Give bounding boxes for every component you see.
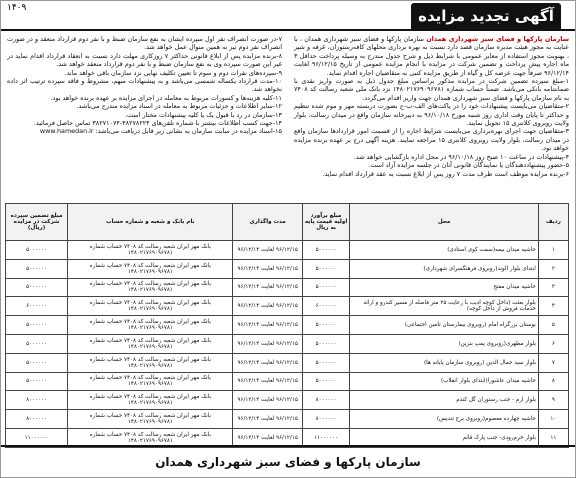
cell-location: بلوار مطهری(روبروی پمپ بنزین) [350,334,539,353]
intro-paragraph: ۴-پیشنهادات در ساعت ۱۰ صبح روز ۹۶/۱۰/۱۸ در محل اداره بازگشایی خواهد شد. [353,152,569,161]
table-row [6,334,569,353]
cell-deposit: ۵۰۰۰۰۰۰ [6,241,68,260]
cell-dates: ۹۶/۱۲/۱۵ لغایت ۹۶/۱۲/۱۴ [233,297,302,316]
col-header-row: ردیف [538,204,568,241]
table-row [6,372,569,391]
intro-paragraph: ۳-متقاضیان جهت اجرای بهره‌برداری می‌بایست شرایط اجاره را از قسمت امور قراردادها سازمان واقع در میدان رسالت، بلوار ولایت روبروی کلانتری ۱۵ مراجعه نمایند. هزینه آگهی درج بر عهده برنده مزایده خواهد بود. [294,127,569,153]
cell-deposit: ۸۰۰۰۰۰۰ [6,391,68,410]
cell-location: بلوار ارم - جنب رستوران گل کندم [350,391,539,410]
intro-paragraph: ۷-در صورت انصراف نفر اول سپرده ایشان به نفع سازمان ضبط و با نفر دوم قرارداد منعقد و در صورت انصراف نفر دوم نیز به همین منوال عمل خواهد شد. [7,35,282,52]
intro-paragraph: ۱۰-مدت قرارداد یکساله شمسی می‌باشد و به پیشنهادات مبهم، مشروط و فاقد سپرده ترتیب اثر داده نخواهد شد. [7,77,282,94]
cell-base-price: ۵۰۰۰۰۰۰ [302,259,349,278]
cell-row-number: ۳ [538,278,568,297]
cell-account: بانک مهر ایران شعبه رسالت کد ۷۴۰۸ حساب شماره ۱۴۸۰۲۱۷۶۹۰۹۶۷۸۱ [68,334,233,353]
cell-row-number: ۱ [538,241,568,260]
footer [1,445,575,477]
cell-base-price: ۵۰۰۰۰۰۰ [302,316,349,335]
table-row [6,316,569,335]
cell-row-number: ۱۰ [538,410,568,429]
cell-base-price: ۵۰۰۰۰۰۰ [302,241,349,260]
cell-deposit: ۵۰۰۰۰۰۰ [6,353,68,372]
cell-deposit: ۵۰۰۰۰۰۰ [6,334,68,353]
intro-paragraph: ۲-متقاضیان می‌بایست پیشنهادات خود را در پاکت‌های الف-ب-ج بصورت دربسته مهر و موم شده تنظیم و حداکثر تا پایان وقت اداری روز شنبه مورخ ۹۶/۱۰/۱۸ به دبیرخانه سازمان واقع در میدان رسالت، بلوار ولایت روبروی کلانتری ۱۵ تحویل نمایند. [294,102,569,128]
cell-location: حاشیه میدان عاشورا(ابتدای بلوار انقلاب) [350,372,539,391]
intro-left-column [7,35,288,201]
cell-dates: ۹۶/۱۲/۱۵ لغایت ۹۶/۱۲/۱۴ [233,410,302,429]
cell-location: بلوار بعثت (داخل کوچه ادیب با رعایت ۲۵ متر فاصله از مسیر کندرو و ارائه خدمات فروش از داخل کوچه) [350,297,539,316]
cell-row-number: ۴ [538,297,568,316]
cell-dates: ۹۶/۱۲/۱۵ لغایت ۹۶/۱۲/۱۴ [233,353,302,372]
table-row [6,259,569,278]
cell-account: بانک مهر ایران شعبه رسالت کد ۷۴۰۸ حساب شماره ۱۴۸۰۲۱۷۶۹۰۹۶۷۸۱ [68,241,233,260]
cell-account: بانک مهر ایران شعبه رسالت کد ۷۴۰۸ حساب شماره ۱۴۸۰۲۱۷۶۹۰۹۶۷۸۱ [68,316,233,335]
table-row [6,297,569,316]
intro-paragraph: ۶-برنده مزایده موظف است ظرف مدت ۷ روز پس از ابلاغ نسبت به عقد قرارداد اقدام نماید. [322,169,569,178]
cell-deposit: ۵۰۰۰۰۰۰ [6,372,68,391]
cell-account: بانک مهر ایران شعبه رسالت کد ۷۴۰۸ حساب شماره ۱۴۸۰۲۱۷۶۹۰۹۶۷۸۱ [68,297,233,316]
cell-base-price: ۸۰۰۰۰۰۰ [302,391,349,410]
table-row [6,353,569,372]
intro-text [1,31,575,201]
cell-deposit: ۵۰۰۰۰۰۰ [6,316,68,335]
cell-location: حاشیه چهارده معصوم(روبروی برج تندیس) [350,410,539,429]
table-row [6,278,569,297]
table-row [6,410,569,429]
cell-location: بلوار سید جمال الدین (روبروی سازمان پایانه ها) [350,353,539,372]
cell-base-price: ۵۰۰۰۰۰۰ [302,353,349,372]
cell-base-price: ۸۰۰۰۰۰۰ [302,410,349,429]
cell-location: بوستان بزرگراه امام (روبروی بیمارستان تامین اجتماعی) [350,316,539,335]
table-body [6,241,569,448]
cell-location: حاشیه میدان بیمه(سمت کوی استادی) [350,241,539,260]
cell-base-price: ۶۰۰۰۰۰۰ [302,297,349,316]
cell-base-price: ۱۱۰۰۰۰۰۰ [302,428,349,447]
intro-paragraph: ۱۲-سایر اطلاعات و جزئیات مربوط به معامله در اسناد مزایده مندرج می‌باشد. [76,102,282,111]
intro-paragraph: ۸-برنده مزایده پس از ابلاغ قانونی حداکثر ۷ روزکاری مهلت دارد نسبت به انعقاد قرارداد اقدام نماید در غیر این صورت سپرده وی به نفع سازمان ضبط و با نفر دوم قرارداد منعقد خواهد شد. [7,51,282,69]
col-header-deposit: مبلغ تضمین سپرده شرکت در مزایده (ریال) [6,204,68,241]
page-title: آگهی تجدید مزایده [411,3,561,29]
cell-account: بانک مهر ایران شعبه رسالت کد ۷۴۰۸ حساب شماره ۱۴۸۰۲۱۷۶۹۰۹۶۷۸۱ [68,259,233,278]
table-header-row [6,204,569,241]
cell-deposit: ۱۱۰۰۰۰۰۰ [6,428,68,447]
cell-base-price: ۵۰۰۰۰۰۰ [302,372,349,391]
cell-location: حاشیه میدان مفتح [350,278,539,297]
cell-dates: ۹۶/۱۲/۱۵ لغایت ۹۶/۱۲/۱۴ [233,278,302,297]
cell-dates: ۹۶/۱۲/۱۵ لغایت ۹۶/۱۲/۱۴ [233,428,302,447]
cell-location: ابتدای بلوار الوند(روبروی فرهنگسرای شهرداری) [350,259,539,278]
cell-dates: ۹۶/۱۲/۱۵ لغایت ۹۶/۱۲/۱۴ [233,391,302,410]
cell-account: بانک مهر ایران شعبه رسالت کد ۷۴۰۸ حساب شماره ۱۴۸۰۲۱۷۶۹۰۹۶۷۸۱ [68,278,233,297]
intro-heading: سازمان پارکها و فضای سبز شهرداری همدان [426,35,569,43]
cell-row-number: ۹ [538,391,568,410]
website-link[interactable]: www.hamedan.ir [39,127,94,136]
cell-account: بانک مهر ایران شعبه رسالت کد ۷۴۰۸ حساب شماره ۱۴۸۰۲۱۷۶۹۰۹۶۷۸۱ [68,428,233,447]
cell-deposit: ۵۰۰۰۰۰۰ [6,259,68,278]
intro-paragraph: ۱-مبلغ سپرده تضمین شرکت در مزایده مذکور براساس مبلغ جدول ذیل به صورت واریز نقدی با ضمانتنامه بانکی می‌باشد. ضمناً حساب شماره ۱۴۸۰۲۱۷۶۹۰۹۶۷۸۱ نزد بانک ملی شعبه رسالت کد ۷۴۰۸ به نام سازمان پارکها و فضای سبز شهرداری همدان جهت واریز اقدام می‌گردد. [294,77,569,102]
col-header-base-price: مبلغ برآورد اولیه قیمت پایه به ریال [302,204,349,241]
cell-dates: ۹۶/۱۲/۱۵ لغایت ۹۶/۱۲/۱۴ [233,259,302,278]
cell-account: بانک مهر ایران شعبه رسالت کد ۷۴۰۸ حساب شماره ۱۴۸۰۲۱۷۶۹۰۹۶۷۸۱ [68,410,233,429]
intro-paragraph: ۱۱-کلیه هزینه‌ها و کسورات مربوط به معامله در اجرای مزایده بر عهده برنده خواهد بود. [50,93,282,102]
table-row [6,241,569,260]
cell-account: بانک مهر ایران شعبه رسالت کد ۷۴۰۸ حساب شماره ۱۴۸۰۲۱۷۶۹۰۹۶۷۸۱ [68,353,233,372]
cell-account: بانک مهر ایران شعبه رسالت کد ۷۴۰۸ حساب شماره ۱۴۸۰۲۱۷۶۹۰۹۶۷۸۱ [68,372,233,391]
cell-deposit: ۵۰۰۰۰۰۰ [6,278,68,297]
ad-number: ۱۴۰۹ [7,3,27,13]
intro-right-column [288,35,569,201]
col-header-dates: مدت واگذاری [233,204,302,241]
cell-deposit: ۸۰۰۰۰۰۰ [6,410,68,429]
cell-location: بلوار خرم‌رودی- جنب پارک قائم [350,428,539,447]
cell-dates: ۹۶/۱۲/۱۵ لغایت ۹۶/۱۲/۱۴ [233,334,302,353]
intro-paragraph: ۵-حضور پیشنهاددهندگان یا نمایندگان قانونی آنان در جلسه مزایده آزاد است. [368,161,569,170]
cell-dates: ۹۶/۱۲/۱۵ لغایت ۹۶/۱۲/۱۴ [233,241,302,260]
cell-row-number: ۷ [538,353,568,372]
intro-paragraph: ۱۴-جهت کسب اطلاعات بیشتر با شماره تلفن‌های ۳۸۲۷۸۲۲۴-۳۸۲۷۱۰۷۴ تماس حاصل فرمائید. [33,119,282,128]
col-header-account: نام بانک و شعبه و شماره حساب [68,204,233,241]
cell-account: بانک مهر ایران شعبه رسالت کد ۷۴۰۸ حساب شماره ۱۴۸۰۲۱۷۶۹۰۹۶۷۸۱ [68,391,233,410]
tender-table [5,203,569,448]
cell-row-number: ۸ [538,372,568,391]
cell-row-number: ۱۱ [538,428,568,447]
cell-base-price: ۵۰۰۰۰۰۰ [302,334,349,353]
table-row [6,391,569,410]
header-divider [1,29,575,31]
intro-paragraph: ۹-سپرده‌های نفرات دوم و سوم تا تعیین تکلیف نهایی نزد سازمان باقی خواهد ماند. [64,68,282,77]
cell-deposit: ۶۰۰۰۰۰۰ [6,297,68,316]
cell-dates: ۹۶/۱۲/۱۵ لغایت ۹۶/۱۲/۱۴ [233,316,302,335]
cell-base-price: ۵۰۰۰۰۰۰ [302,278,349,297]
cell-row-number: ۲ [538,259,568,278]
cell-dates: ۹۶/۱۲/۱۵ لغایت ۹۶/۱۲/۱۴ [233,372,302,391]
footer-org-name: سازمان پارکها و فضای سبز شهرداری همدان [155,455,421,469]
header [1,1,575,31]
cell-row-number: ۶ [538,334,568,353]
intro-paragraph: ۱۳-سازمان در رد یا قبول یک یا کلیه پیشنهادات مختار است. [124,110,282,119]
intro-paragraph: سازمان پارکها و فضای سبز شهرداری همدان ، با عنایت به مجوز هیئت مدیره سازمان قصد دارد نسبت به بهره برداری محلهای کافه‌رستوران، غرفه و شیر ، بهنوبت مجوز استفاده از معابر عمومی با شرایط ذیل و شرح جدول مندرج به وسیله پرداخت حداقل ۳ ماه اجاره پیش پرداخت و تضمین شرکت در مزایده با انجام مزایده عمومی از تاریخ ۹۶/۱۲/۱۵ لغایت ۹۶/۱۲/۱۴ صرفاً جهت عرضه کل و گیاه از طریق مزایده کتبی به متقاضیان اجاره اقدام نماید. [294,35,569,77]
cell-row-number: ۵ [538,316,568,335]
intro-paragraph: ۱۵-اسناد مزایده در سایت سازمان به نشانی زیر قابل دریافت می‌باشد: [95,127,282,136]
col-header-location: محل [350,204,539,241]
